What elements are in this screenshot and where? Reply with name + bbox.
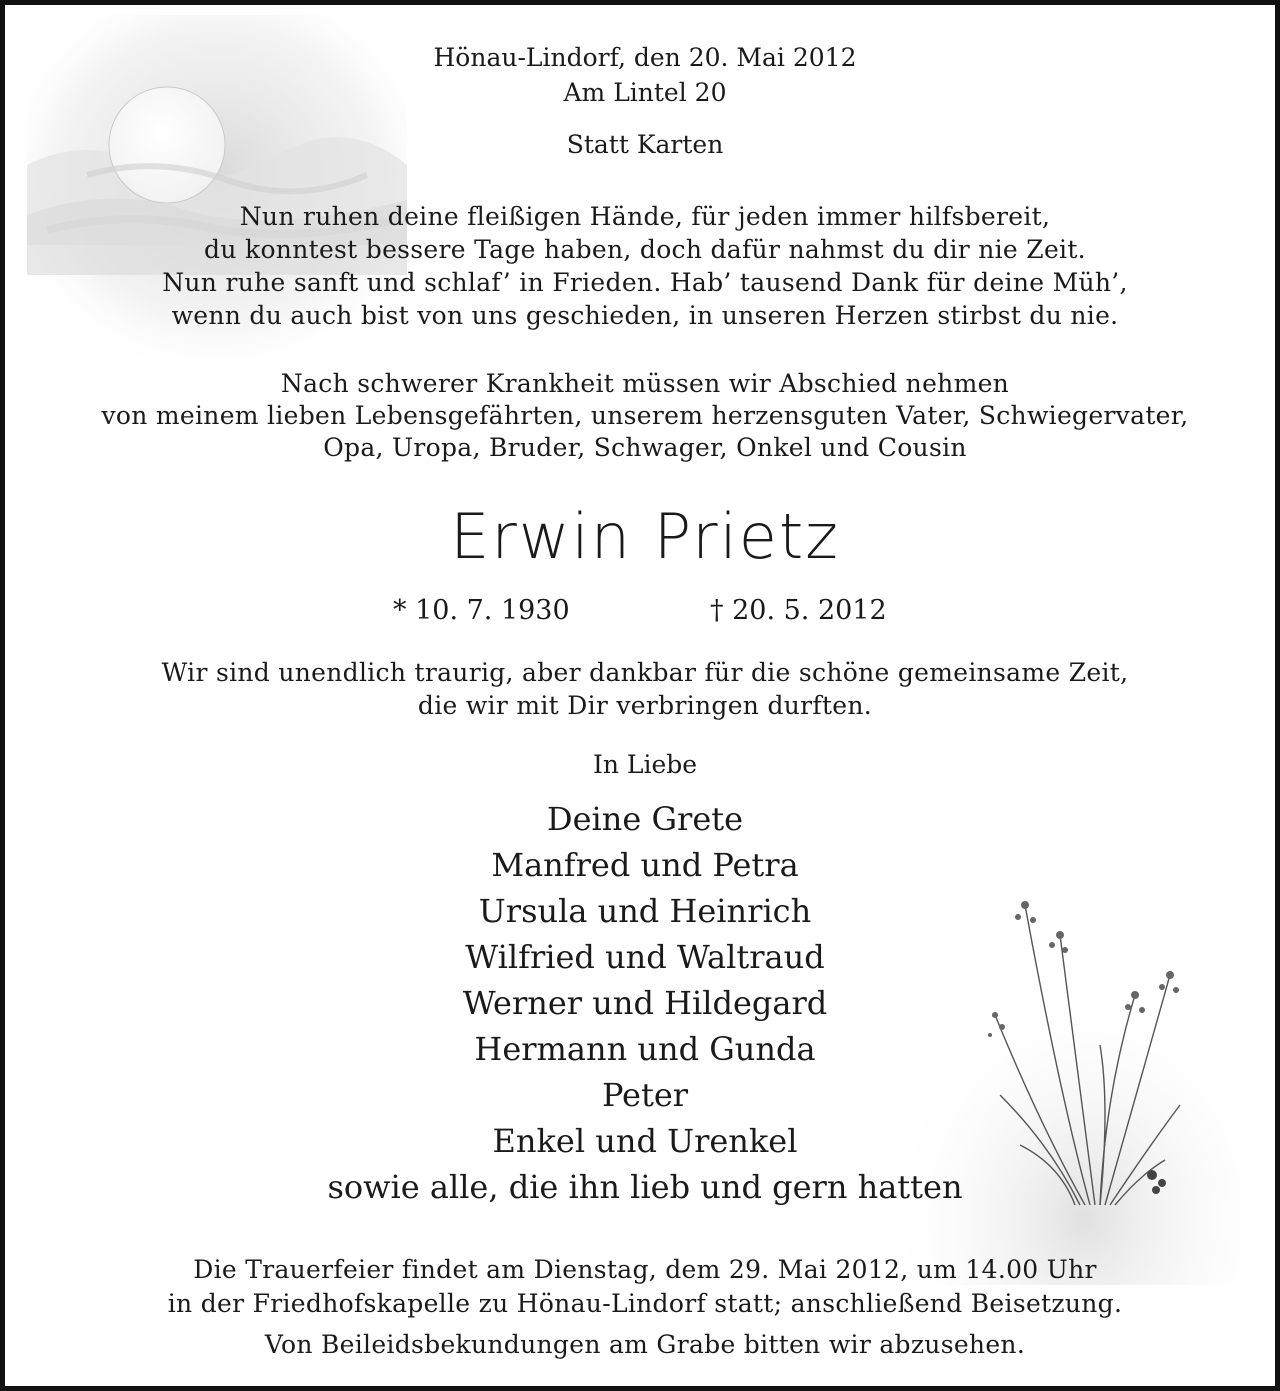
poem-line: Nun ruhen deine fleißigen Hände, für jeden immer hilfsbereit, [239,202,1051,231]
funeral-line: Die Trauerfeier findet am Dienstag, dem 29. Mai 2012, um 14.00 Uhr [193,1255,1097,1284]
mourner: sowie alle, die ihn lieb und gern hatten [327,1168,963,1206]
mourner: Wilfried und Waltraud [465,938,825,976]
poem-line: Nun ruhe sanft und schlaf’ in Frieden. Hab’ tausend Dank für deine Müh’, [162,268,1128,297]
closing: In Liebe [592,750,698,779]
tribute-line: Wir sind unendlich traurig, aber dankbar für die schöne gemeinsame Zeit, [161,658,1129,687]
tribute-line: die wir mit Dir verbringen durften. [417,691,873,720]
mourner: Ursula und Heinrich [478,892,812,930]
place-date: Hönau-Lindorf, den 20. Mai 2012 [433,43,857,72]
poem-line: wenn du auch bist von uns geschieden, in unseren Herzen stirbst du nie. [171,301,1119,330]
funeral-line: in der Friedhofskapelle zu Hönau-Lindorf statt; anschließend Beisetzung. [167,1289,1123,1318]
mourner: Peter [601,1076,689,1114]
intro-line: von meinem lieben Lebensgefährten, unserem herzensguten Vater, Schwiegervater, [101,401,1189,430]
address: Am Lintel 20 [563,78,727,107]
funeral-line: Von Beileidsbekundungen am Grabe bitten wir abzusehen. [264,1330,1026,1359]
mourner: Werner und Hildegard [462,984,828,1022]
mourner: Manfred und Petra [491,846,799,884]
deceased-name: Erwin Prietz [450,500,840,573]
mourner: Deine Grete [546,800,744,838]
mourner: Enkel und Urenkel [492,1122,798,1160]
mourner: Hermann und Gunda [474,1030,816,1068]
poem-line: du konntest bessere Tage haben, doch dafür nahmst du dir nie Zeit. [204,235,1086,264]
death-date: † 20. 5. 2012 [710,595,887,626]
intro-line: Nach schwerer Krankheit müssen wir Abschied nehmen [280,369,1010,398]
birth-date: * 10. 7. 1930 [393,595,570,626]
statt-karten: Statt Karten [566,130,724,159]
intro-line: Opa, Uropa, Bruder, Schwager, Onkel und Cousin [323,433,967,462]
